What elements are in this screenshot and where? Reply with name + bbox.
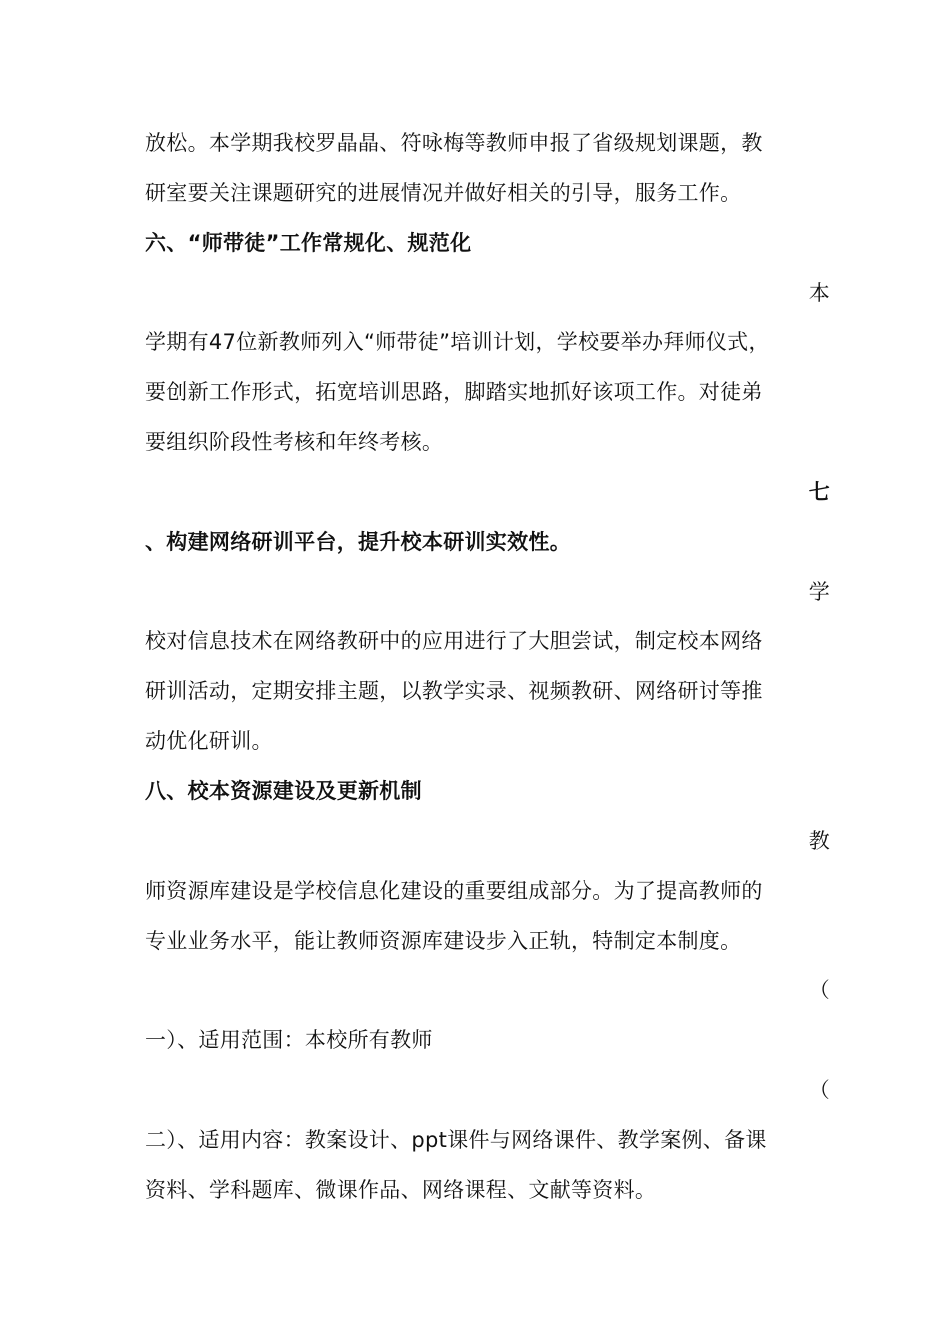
paragraph-line: 学期有47位新教师列入“师带徒”培训计划，学校要举办拜师仪式，: [145, 330, 770, 354]
paragraph-line: 二）、适用内容：教案设计、ppt课件与网络课件、教学案例、备课: [145, 1128, 767, 1152]
section-heading-7-start: 七: [808, 480, 830, 504]
paragraph-line: 师资源库建设是学校信息化建设的重要组成部分。为了提高教师的: [145, 879, 763, 903]
paragraph-line: （: [808, 1078, 830, 1102]
paragraph-line: 要创新工作形式，拓宽培训思路，脚踏实地抓好该项工作。对徒弟: [145, 380, 763, 404]
section-heading-7: 、构建网络研训平台，提升校本研训实效性。: [145, 530, 571, 554]
paragraph-line: 学: [808, 580, 830, 604]
paragraph-line: 研室要关注课题研究的进展情况并做好相关的引导，服务工作。: [145, 181, 742, 205]
paragraph-line: 专业业务水平，能让教师资源库建设步入正轨，特制定本制度。: [145, 929, 742, 953]
paragraph-line: 本: [808, 281, 830, 305]
paragraph-line: 教: [808, 829, 830, 853]
paragraph-line: 一）、适用范围：本校所有教师: [145, 1028, 433, 1052]
section-heading-6: 六、“师带徒”工作常规化、规范化: [145, 231, 472, 255]
paragraph-line: 放松。本学期我校罗晶晶、符咏梅等教师申报了省级规划课题，教: [145, 131, 763, 155]
paragraph-line: 校对信息技术在网络教研中的应用进行了大胆尝试，制定校本网络: [145, 629, 763, 653]
paragraph-line: 资料、学科题库、微课作品、网络课程、文献等资料。: [145, 1178, 657, 1202]
paragraph-line: 研训活动，定期安排主题，以教学实录、视频教研、网络研讨等推: [145, 679, 763, 703]
section-heading-8: 八、校本资源建设及更新机制: [145, 779, 422, 803]
paragraph-line: 要组织阶段性考核和年终考核。: [145, 430, 444, 454]
paragraph-line: 动优化研训。: [145, 729, 273, 753]
paragraph-line: （: [808, 978, 830, 1002]
